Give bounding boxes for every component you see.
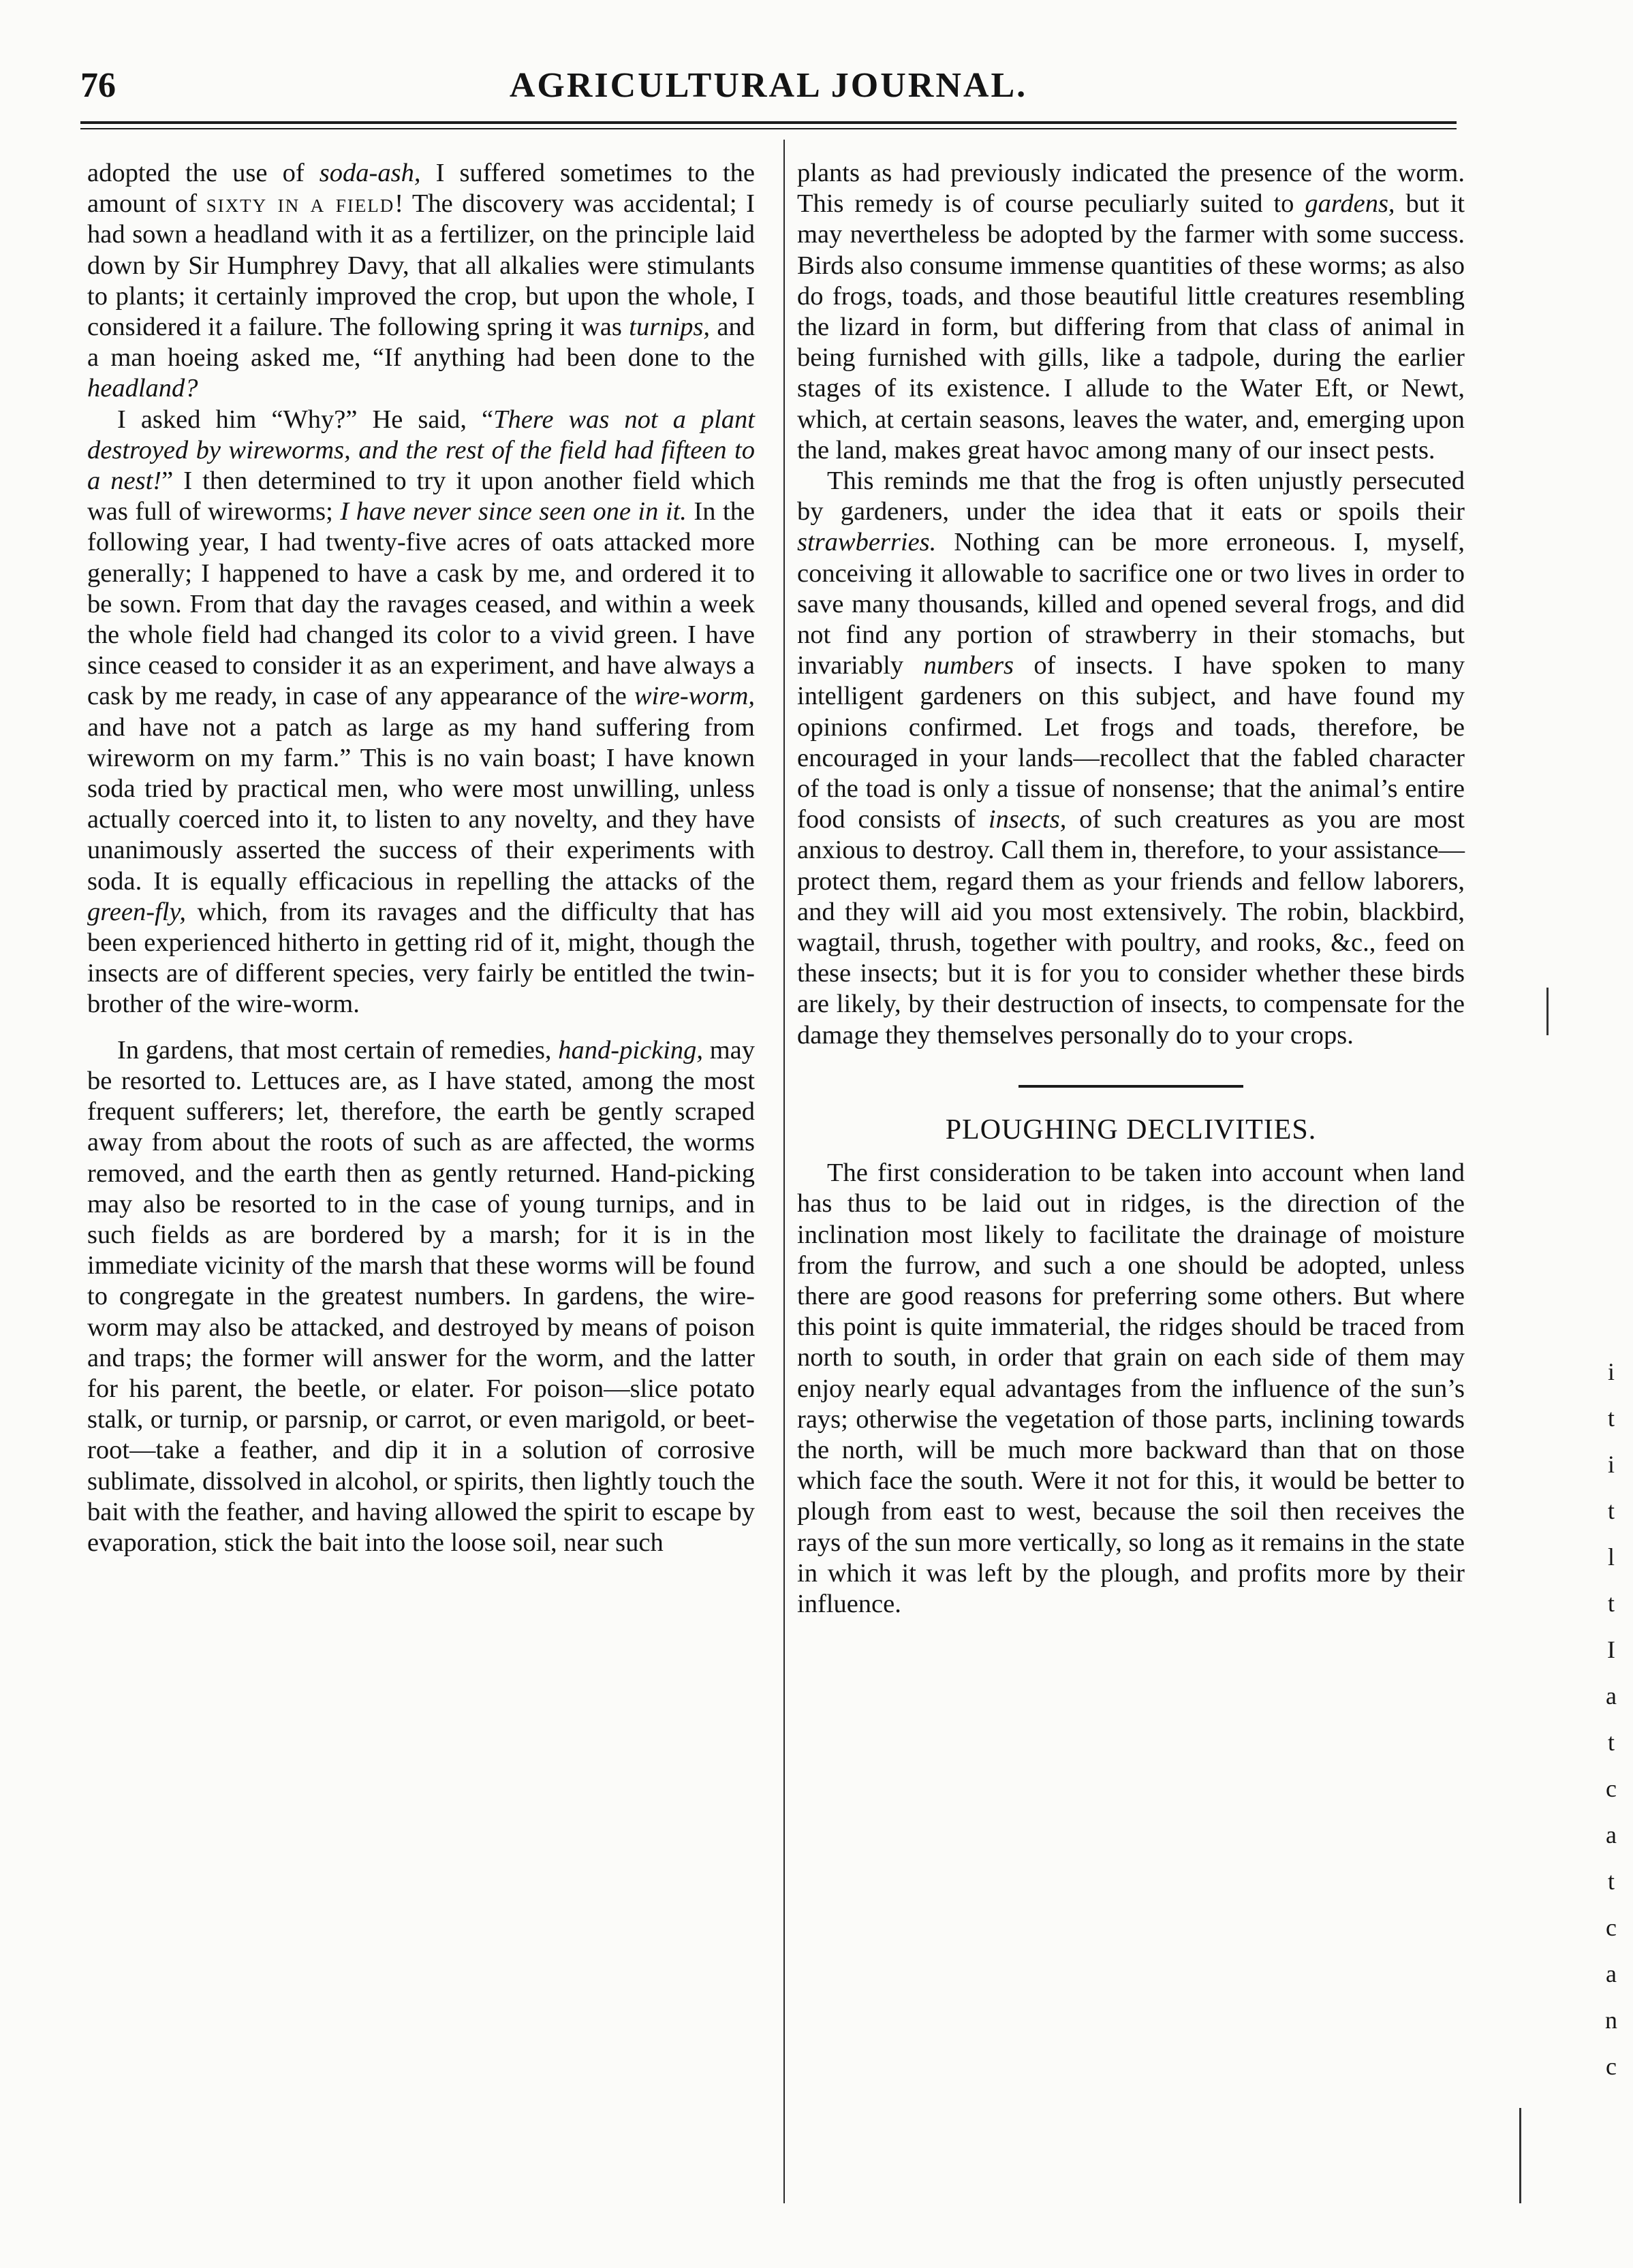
section-divider [1018,1085,1243,1088]
bleed-letter: i [1607,1358,1615,1385]
bleed-letter: n [1605,2006,1617,2034]
paragraph: The first consideration to be taken into account when land has thus to be laid out in ridges, is the direction of the inclination most likely to facilitate the drainage of moisture from the furrow, and such a one should be adopted, unless there are good reasons for preferring some others. But where this point is quite immaterial, the ridges should be traced from north to south, in order that grain on each side of them may enjoy nearly equal advantages from the influence of the sun’s rays; otherwise the vegetation of those parts, inclining towards the north, will be much more backward than that on those which face the south. Were it not for this, it would be better to plough from east to west, because the soil then receives the rays of the sun more vertically, so long as it remains in the state in which it was left by the plough, and profits more by their influence. [797,1159,1465,1618]
bleed-letter: a [1606,1960,1617,1987]
bleed-letter: t [1607,1868,1615,1895]
column-divider [783,140,785,2203]
bleed-letter: I [1607,1636,1615,1663]
page-header [80,65,1457,113]
paragraph: plants as had previously indicated the presence of the worm. This remedy is of course peculiarly suited to gardens, but it may nevertheless be adopted by the farmer with some success. Birds also consume immense quantities of these worms; as also do frogs, toads, and those beautiful little creatures resembling the lizard in form, but differing from that class of animal in being furnished with gills, like a tadpole, during the earlier stages of its existence. I allude to the Water Eft, or Newt, which, at certain seasons, leaves the water, and, emerging upon the land, makes great havoc among many of our insect pests. [797,159,1465,464]
margin-mark [1519,2108,1521,2203]
paragraph: adopted the use of soda-ash, I suffered sometimes to the amount of sixty in a field! The discovery was accidental; I had sown a headland with it as a fertilizer, on the principle laid down by Sir Humphrey Davy, that all alkalies were stimulants to plants; it certainly improved the crop, but upon the whole, I considered it a failure. The following spring it was turnips, and a man hoeing asked me, “If anything had been done to the headland? [87,159,755,403]
bleed-through-letters [1598,1349,1625,2090]
article-heading: PLOUGHING DECLIVITIES. [945,1114,1317,1146]
paragraph: I asked him “Why?” He said, “There was not a plant destroyed by wireworms, and the rest of the field had fifteen to a nest!” I then determined to try it upon another field which was full of wireworms; I have never since seen one in it. In the following year, I had twenty-five acres of oats attacked more generally; I happened to have a cask by me, and ordered it to be sown. From that day the ravages ceased, and within a week the whole field had changed its color to a vivid green. I have since ceased to consider it as an experiment, and have always a cask by me ready, in case of any appearance of the wire-worm, and have not a patch as large as my hand suffering from wireworm on my farm.” This is no vain boast; I have known soda tried by practical men, who were most unwilling, unless actually coerced into it, to listen to any novelty, and they have unanimously asserted the success of their experiments with soda. It is equally efficacious in repelling the attacks of the green-fly, which, from its ravages and the difficulty that has been experienced hitherto in getting rid of it, might, though the insects are of different species, very fairly be entitled the twin-brother of the wire-worm. [87,405,755,1019]
bleed-letter: t [1607,1590,1615,1617]
bleed-letter: t [1607,1729,1615,1756]
header-rule-bottom [80,128,1457,129]
bleed-letter: a [1606,1821,1617,1848]
running-title: AGRICULTURAL JOURNAL. [509,66,1028,105]
paragraph: This reminds me that the frog is often unjustly persecuted by gardeners, under the idea that it eats or spoils their strawberries. Nothing can be more erroneous. I, myself, conceiving it allowable to sacrifice one or two lives in order to save many thousands, killed and opened several frogs, and did not find any portion of strawberry in their stomachs, but invariably numbers of insects. I have spoken to many intelligent gardeners on this subject, and have found my opinions confirmed. Let frogs and toads, therefore, be encouraged in your lands—recollect that the fabled character of the toad is only a tissue of nonsense; that the animal’s entire food consists of insects, of such creatures as you are most anxious to destroy. Call them in, therefore, to your assistance—protect them, regard them as your friends and fellow laborers, and they will aid you most extensively. The robin, blackbird, wagtail, thrush, together with poultry, and rooks, &c., feed on these insects; but it is for you to consider whether these birds are likely, by their destruction of insects, to compensate for the damage they themselves personally do to your crops. [797,467,1465,1050]
right-column [797,158,1465,1620]
bleed-letter: c [1606,2053,1617,2080]
bleed-letter: l [1607,1543,1615,1571]
bleed-letter: c [1606,1914,1617,1941]
bleed-letter: c [1606,1775,1617,1802]
bleed-letter: t [1607,1404,1615,1432]
page-number: 76 [80,66,116,105]
paragraph: In gardens, that most certain of remedies, hand-picking, may be resorted to. Lettuces are, as I have stated, among the most frequent sufferers; let, therefore, the earth be gently scraped away from about the roots of such as are affected, the worms removed, and the earth then as gently returned. Hand-picking may also be resorted to in the case of young turnips, and in such fields as are bordered by a marsh; for it is in the immediate vicinity of the marsh that these worms will be found to congregate in the greatest numbers. In gardens, the wire-worm may also be attacked, and destroyed by means of poison and traps; the former will answer for the worm, and the latter for his parent, the beetle, or elater. For poison—slice potato stalk, or turnip, or parsnip, or carrot, or even marigold, or beet-root—take a feather, and dip it in a solution of corrosive sublimate, dissolved in alcohol, or spirits, then lightly touch the bait with the feather, and having allowed the spirit to escape by evaporation, stick the bait into the loose soil, near such [87,1035,755,1557]
header-rule-top [80,121,1457,124]
bleed-letter: a [1606,1682,1617,1710]
bleed-letter: t [1607,1497,1615,1524]
left-column [87,158,755,1558]
bleed-letter: i [1607,1451,1615,1478]
margin-mark [1546,988,1549,1035]
